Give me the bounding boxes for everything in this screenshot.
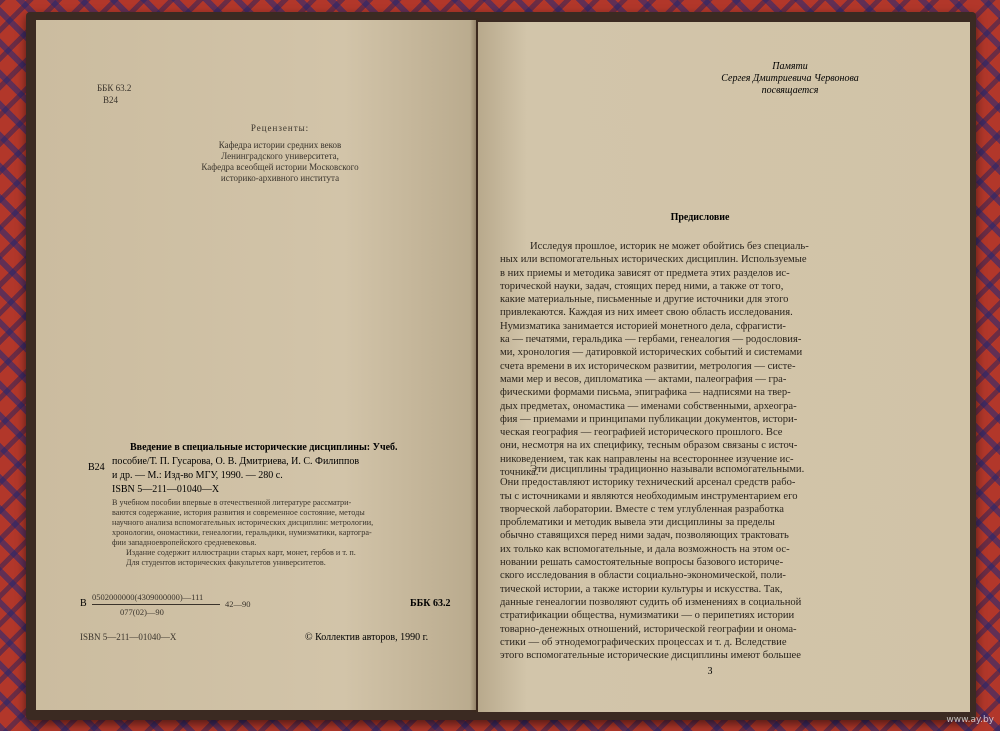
preface-line: новании решать самостоятельные вопросы базового историче- — [500, 557, 784, 569]
abstract-line-3: научного анализа вспомогательных исторических дисциплин: метрологии, — [112, 518, 374, 527]
preface-line: счета времени в их историческом развитии, метрология — систе- — [500, 360, 796, 372]
preface-line: ты с источниками и являются необходимым инструментарием его — [500, 490, 798, 502]
catalog-line-2: пособие/Т. П. Гусарова, О. В. Дмитриева, И. С. Филиппов — [112, 456, 360, 467]
catalog-margin-code: В24 — [88, 462, 105, 473]
preface-line: ского исследования в области социально-экономической, поли- — [500, 570, 786, 582]
dedication-line-1: Памяти — [772, 61, 808, 72]
bbk-code-bottom: ББК 63.2 — [410, 598, 451, 609]
preface-line: фия — приемами и принципами публикации документов, истори- — [500, 413, 798, 425]
preface-line: их только как вспомогательные, и дала возможность на этом ос- — [500, 543, 790, 555]
preface-line: ческая география — географией исторического прошлого. Все — [500, 427, 783, 439]
bbk-code-top: ББК 63.2 — [97, 83, 132, 93]
abstract-line-1: В учебном пособии впервые в отечественной литературе рассматри- — [112, 498, 352, 507]
copyright-notice: © Коллектив авторов, 1990 г. — [305, 632, 429, 643]
dedication-line-2: Сергея Дмитриевича Червонова — [721, 73, 859, 84]
reviewer-line-3: Кафедра всеобщей истории Московского — [201, 162, 359, 172]
reviewer-line-4: историко-архивного института — [220, 173, 340, 183]
reviewer-line-2: Ленинградского университета, — [221, 151, 339, 161]
book-code-top: В24 — [103, 95, 119, 105]
preface-line: фическими формами письма, эпиграфика — надписями на твер- — [500, 387, 791, 399]
preface-line: торической науки, задач, стоящих перед ними, а также от того, — [500, 280, 784, 292]
catalog-line-3: и др. — М.: Изд-во МГУ, 1990. — 280 с. — [112, 470, 283, 481]
abstract-line-4: хронологии, ономастики, генеалогии, геральдики, нумизматики, картогра- — [112, 528, 372, 537]
preface-line: проблематики и методик вывела эти дисциплины за пределы — [500, 517, 775, 529]
catalog-line-4: ISBN 5—211—01040—X — [112, 484, 220, 495]
formula-denominator: 077(02)—90 — [120, 607, 164, 617]
preface-line: никоведением, так как направлены на всестороннее изучение ис- — [500, 453, 794, 465]
catalog-line-1: Введение в специальные исторические дисциплины: Учеб. — [130, 442, 398, 453]
preface-line: товарно-денежных отношений, исторической географии и онома- — [500, 623, 797, 635]
formula-fraction-line — [92, 604, 220, 605]
preface-line: Нумизматика занимается историей монетного дела, сфрагисти- — [500, 320, 786, 332]
abstract-line-7: Для студентов исторических факультетов университетов. — [126, 558, 326, 567]
preface-line: стратификации общества, нумизматики — о перипетиях истории — [500, 610, 795, 622]
preface-line: ных или вспомогательных исторических дисциплин. Используемые — [500, 254, 807, 266]
preface-paragraph-2 — [500, 463, 920, 662]
preface-paragraph-1 — [500, 240, 920, 479]
reviewer-line-1: Кафедра истории средних веков — [218, 140, 342, 150]
preface-line: точника. — [500, 467, 539, 479]
preface-line: творческой лаборатории. Вместе с тем углубленная разработка — [500, 503, 784, 515]
preface-line: Исследуя прошлое, историк не может обойтись без специаль- — [530, 241, 809, 252]
page-number: 3 — [707, 666, 713, 677]
preface-line: обычно ставящихся перед ними задач, позволяющих трактовать — [500, 530, 789, 542]
preface-line: данные генеалогии позволяют судить об изменениях в социальной — [500, 596, 802, 608]
abstract-line-5: фии западноевропейского средневековья. — [112, 538, 257, 547]
formula-suffix: 42—90 — [225, 599, 251, 609]
preface-line: они, несмотря на их специфику, тесным образом связаны с источ- — [500, 440, 798, 452]
dedication-line-3: посвящается — [761, 85, 819, 96]
preface-heading: Предисловие — [670, 212, 730, 223]
formula-numerator: 0502000000(4309000000)—111 — [92, 592, 204, 602]
preface-line: в них приемы и методика зависят от предмета этих разделов ис- — [500, 267, 790, 279]
preface-line: стики — об этнодемографических процессах и т. д. Вследствие — [500, 636, 787, 648]
preface-line: Они предоставляют историку технический арсенал средств рабо- — [500, 477, 796, 489]
isbn-bottom: ISBN 5—211—01040—X — [80, 632, 177, 642]
preface-line: тической истории, а также истории культуры и искусства. Так, — [500, 583, 783, 595]
reviewers-title: Рецензенты: — [250, 123, 310, 133]
preface-line: дых предметах, ономастика — именами собственными, археогра- — [500, 400, 797, 412]
formula-letter: В — [80, 598, 87, 609]
preface-line: ка — печатями, геральдика — гербами, генеалогия — родословия- — [500, 334, 802, 346]
preface-line: какие материальные, письменные и другие источники для этого — [500, 294, 789, 306]
preface-line: этого вспомогательные исторические дисциплины имеют большее — [500, 650, 801, 662]
abstract-line-6: Издание содержит иллюстрации старых карт, монет, гербов и т. п. — [126, 548, 356, 557]
abstract-line-2: ваются содержание, история развития и современное состояние, методы — [112, 508, 365, 517]
preface-line: Эти дисциплины традиционно называли вспомогательными. — [530, 464, 805, 475]
preface-line: мами мер и весов, дипломатика — актами, палеография — гра- — [500, 373, 787, 385]
preface-line: ми, хронология — датировкой исторических событий и системами — [500, 347, 803, 359]
preface-line: привлекаются. Каждая из них имеет свою область исследования. — [500, 307, 793, 319]
watermark-text: www.ay.by — [946, 715, 994, 725]
